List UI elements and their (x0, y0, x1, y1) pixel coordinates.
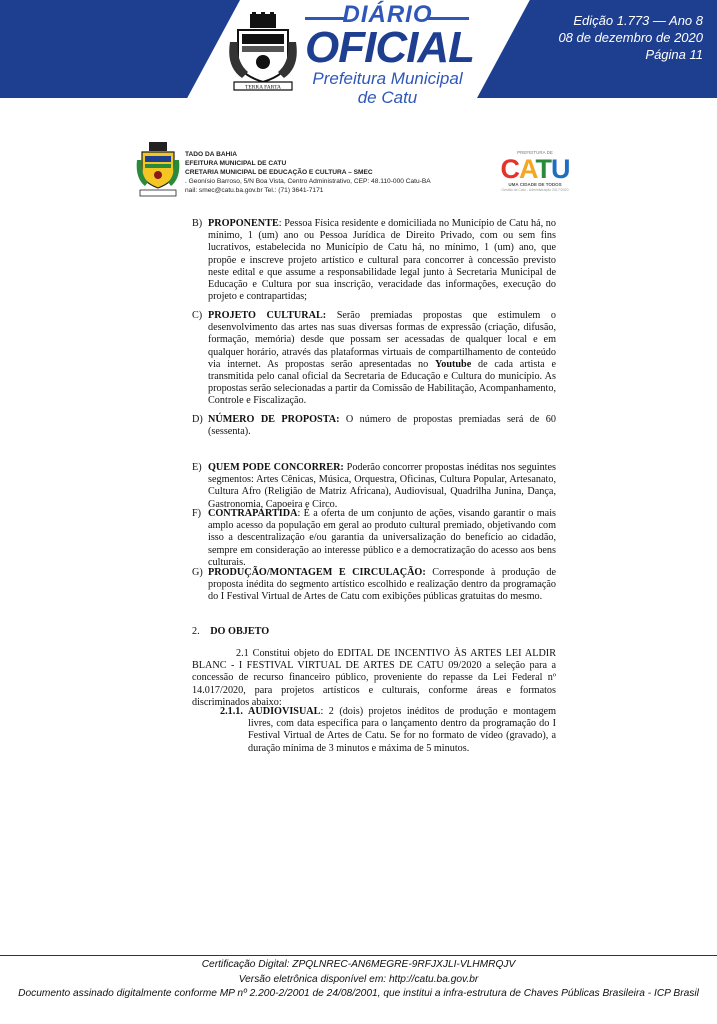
item-heading: PROPONENTE (208, 218, 279, 229)
item-heading: PRODUÇÃO/MONTAGEM E CIRCULAÇÃO: (208, 567, 426, 578)
logo-diario: DIÁRIO (342, 1, 433, 28)
item-label: F) (192, 508, 202, 519)
subsection-heading: AUDIOVISUAL (248, 706, 321, 717)
item-keyword: Youtube (435, 358, 472, 370)
section-number: 2. (192, 626, 200, 637)
item-heading: QUEM PODE CONCORRER: (208, 462, 344, 473)
item-text (208, 218, 556, 303)
item-heading: CONTRAPARTIDA (208, 508, 298, 519)
header-band (0, 0, 717, 107)
item-body: Poderão concorrer propostas inéditas nos seguintes segmentos: Artes Cênicas, Música, Orquestra, Oficinas, Cultura Popular, Artesanato, Cultura Afro (Religião de Matriz Africana), Audiovisual, Quadrilha Junina, Dança, Gastronomia, Capoeira e Circo. (208, 462, 556, 510)
subsection-2-1-1 (220, 706, 556, 755)
section-title: DO OBJETO (210, 626, 270, 637)
header-left-stripe (0, 0, 240, 98)
section-paragraph: 2.1 Constitui objeto do EDITAL DE INCENTIVO ÀS ARTES LEI ALDIR BLANC - I FESTIVAL VIRTUAL DE ARTES DE CATU 09/2020 a seleção para a concessão de recurso financeiro público, proveniente do repasse da Lei Federal nº 14.017/2020, para projetos artísticos e culturais, conforme áreas e formatos discriminados abaixo: (192, 648, 556, 708)
letterhead-contact: nail: smec@catu.ba.gov.br Tel.: (71) 3641-7171 (185, 187, 324, 194)
item-label: C) (192, 310, 203, 321)
letterhead-text (185, 150, 431, 195)
subsection-number: 2.1.1. (220, 706, 243, 717)
item-text (208, 462, 556, 511)
item-label: G) (192, 567, 203, 578)
section-heading (192, 626, 269, 638)
item-text (208, 508, 556, 569)
letterhead-crest-icon (136, 140, 180, 200)
footer-electronic-version: Versão eletrônica disponível em: http://catu.ba.gov.br (238, 973, 479, 985)
edition-number: Edição 1.773 — Ano 8 (573, 13, 703, 28)
item-body: O número de propostas premiadas será de 60 (sessenta). (208, 414, 556, 438)
item-body: Serão premiadas propostas que estimulem o desenvolvimento das artes nas suas diversas formas de expressão (criação, difusão, formação, memória) desde que possam ser acessadas de qualquer local e em qualquer horário, através das plataformas virtuais de compartilhamento de conteúdo via internet. As propostas serão apresentadas no (208, 310, 556, 370)
logo-city: de Catu (357, 88, 418, 107)
subsection-body: : 2 (dois) projetos inéditos de produção e montagem livres, com data específica para o lançamento dentro da programação do I Festival Virtual de Artes de Catu. Se for no formato de vídeo (gravado), a duração mínima de 3 minutos e máxima de 5 minutos. (248, 706, 556, 754)
item-text (208, 310, 556, 408)
crest-banner-text: TERRA FARTA (245, 84, 281, 91)
catu-logo (500, 150, 570, 202)
catu-logo-tagline: UMA CIDADE DE TODOS (508, 182, 562, 187)
logo-oficial: OFICIAL (305, 23, 474, 72)
item-b (192, 218, 556, 303)
footer (0, 958, 717, 1002)
item-text (208, 567, 556, 604)
diario-oficial-logo (305, 1, 474, 107)
edition-info (558, 12, 703, 63)
footer-divider (0, 955, 717, 956)
item-c (192, 310, 556, 408)
catu-logo-sub: Gestão de Catu - Administração 2017/2020 (501, 188, 569, 192)
item-body: Corresponde à produção de proposta inédita do segmento artístico escolhido e realização dentro da programação do I Festival Virtual de Artes de Catu com exibições públicas gratuitas do mesmo. (208, 567, 556, 603)
footer-certification: Certificação Digital: ZPQLNREC-AN6MEGRE-9RFJXJLI-VLHMRQJV (201, 959, 516, 970)
item-body-cont: de cada artista e transmitida pelo canal oficial da Secretaria de Educação e Cultura do município. As propostas serão selecionadas a partir da Comissão de Habilitação, Acompanhamento, Controle e Fiscalização. (208, 358, 556, 407)
letterhead-state: TADO DA BAHIA (185, 151, 238, 158)
item-label: B) (192, 218, 203, 229)
letterhead-secretaria: CRETARIA MUNICIPAL DE EDUCAÇÃO E CULTURA – SMEC (185, 169, 373, 176)
subsection-text (248, 706, 556, 755)
page-number: Página 11 (645, 47, 703, 62)
item-d (192, 414, 556, 438)
item-label: D) (192, 414, 203, 425)
item-g (192, 567, 556, 604)
item-heading: PROJETO CULTURAL: (208, 310, 327, 321)
catu-logo-word: CATU (500, 154, 570, 184)
letterhead-prefeitura: EFEITURA MUNICIPAL DE CATU (185, 160, 287, 167)
item-text (208, 414, 556, 438)
municipal-crest-icon (228, 12, 298, 94)
logo-prefeitura: Prefeitura Municipal (312, 69, 463, 88)
item-label: E) (192, 462, 202, 473)
item-heading: NÚMERO DE PROPOSTA: (208, 414, 340, 425)
edition-date: 08 de dezembro de 2020 (558, 30, 703, 45)
item-e (192, 462, 556, 511)
letterhead-address: . Geonísio Barroso, 5/N Boa Vista, Centro Administrativo, CEP: 48.110-000 Catu-BA (185, 178, 431, 185)
footer-signature-note: Documento assinado digitalmente conforme MP nº 2.200-2/2001 de 24/08/2001, que institui a infra-estrutura de Chaves Públicas Brasileira - ICP Brasil (18, 988, 699, 999)
item-f (192, 508, 556, 569)
catu-logo-top: PREFEITURA DE (517, 150, 553, 155)
item-body: : É a oferta de um conjunto de ações, visando garantir o mais amplo acesso da população em geral ao produto cultural premiado, objetivando com isso a descentralização e/ou garantia da universalização do benefício ao cidadão, sempre em consideração ao interesse público e a democratização do acesso aos bens culturais. (208, 508, 556, 568)
item-body: : Pessoa Física residente e domiciliada no Município de Catu há, no mínimo, 1 (um) ano ou Pessoa Jurídica de Direito Privado, com ou sem fins lucrativos, estabelecida no Município de Catu há, no mínimo, 1 (um) ano, que propõe e inscreve projeto artístico e cultural para concorrer à concessão previsto neste edital e que assume a responsabilidade legal junto à Secretaria Municipal de Educação e Cultura por sua inscrição, veracidade das informações, execução do projeto e contrapartidas; (208, 218, 556, 303)
